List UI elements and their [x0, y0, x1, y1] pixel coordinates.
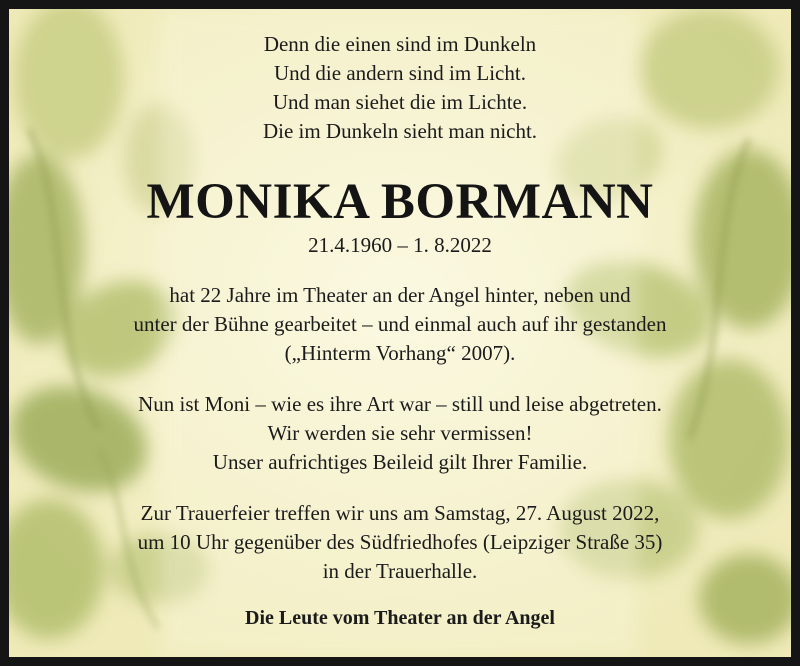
poem-line-3: Und man siehet die im Lichte. [272, 90, 528, 114]
paragraph3-line-2: um 10 Uhr gegenüber des Südfriedhofes (Leipziger Straße 35) [137, 530, 663, 554]
paragraph2-line-2: Wir werden sie sehr vermissen! [267, 421, 533, 445]
paragraph1-line-3: („Hinterm Vorhang“ 2007). [284, 341, 516, 365]
deceased-name: MONIKA BORMANN [146, 174, 654, 230]
life-dates: 21.4.1960 – 1. 8.2022 [308, 233, 492, 257]
paragraph2-line-1: Nun ist Moni – wie es ihre Art war – still und leise abgetreten. [138, 392, 662, 416]
signature: Die Leute vom Theater an der Angel [245, 607, 555, 629]
paragraph2-line-3: Unser aufrichtiges Beileid gilt Ihrer Familie. [212, 450, 588, 474]
obituary-text [9, 9, 791, 657]
paragraph1-line-1: hat 22 Jahre im Theater an der Angel hinter, neben und [169, 283, 631, 307]
paragraph3-line-1: Zur Trauerfeier treffen wir uns am Samstag, 27. August 2022, [140, 501, 660, 525]
poem-line-4: Die im Dunkeln sieht man nicht. [262, 119, 538, 143]
poem-line-2: Und die andern sind im Licht. [274, 61, 526, 85]
paragraph3-line-3: in der Trauerhalle. [322, 559, 478, 583]
poem-line-1: Denn die einen sind im Dunkeln [263, 32, 537, 56]
paragraph1-line-2: unter der Bühne gearbeitet – und einmal auch auf ihr gestanden [133, 312, 667, 336]
